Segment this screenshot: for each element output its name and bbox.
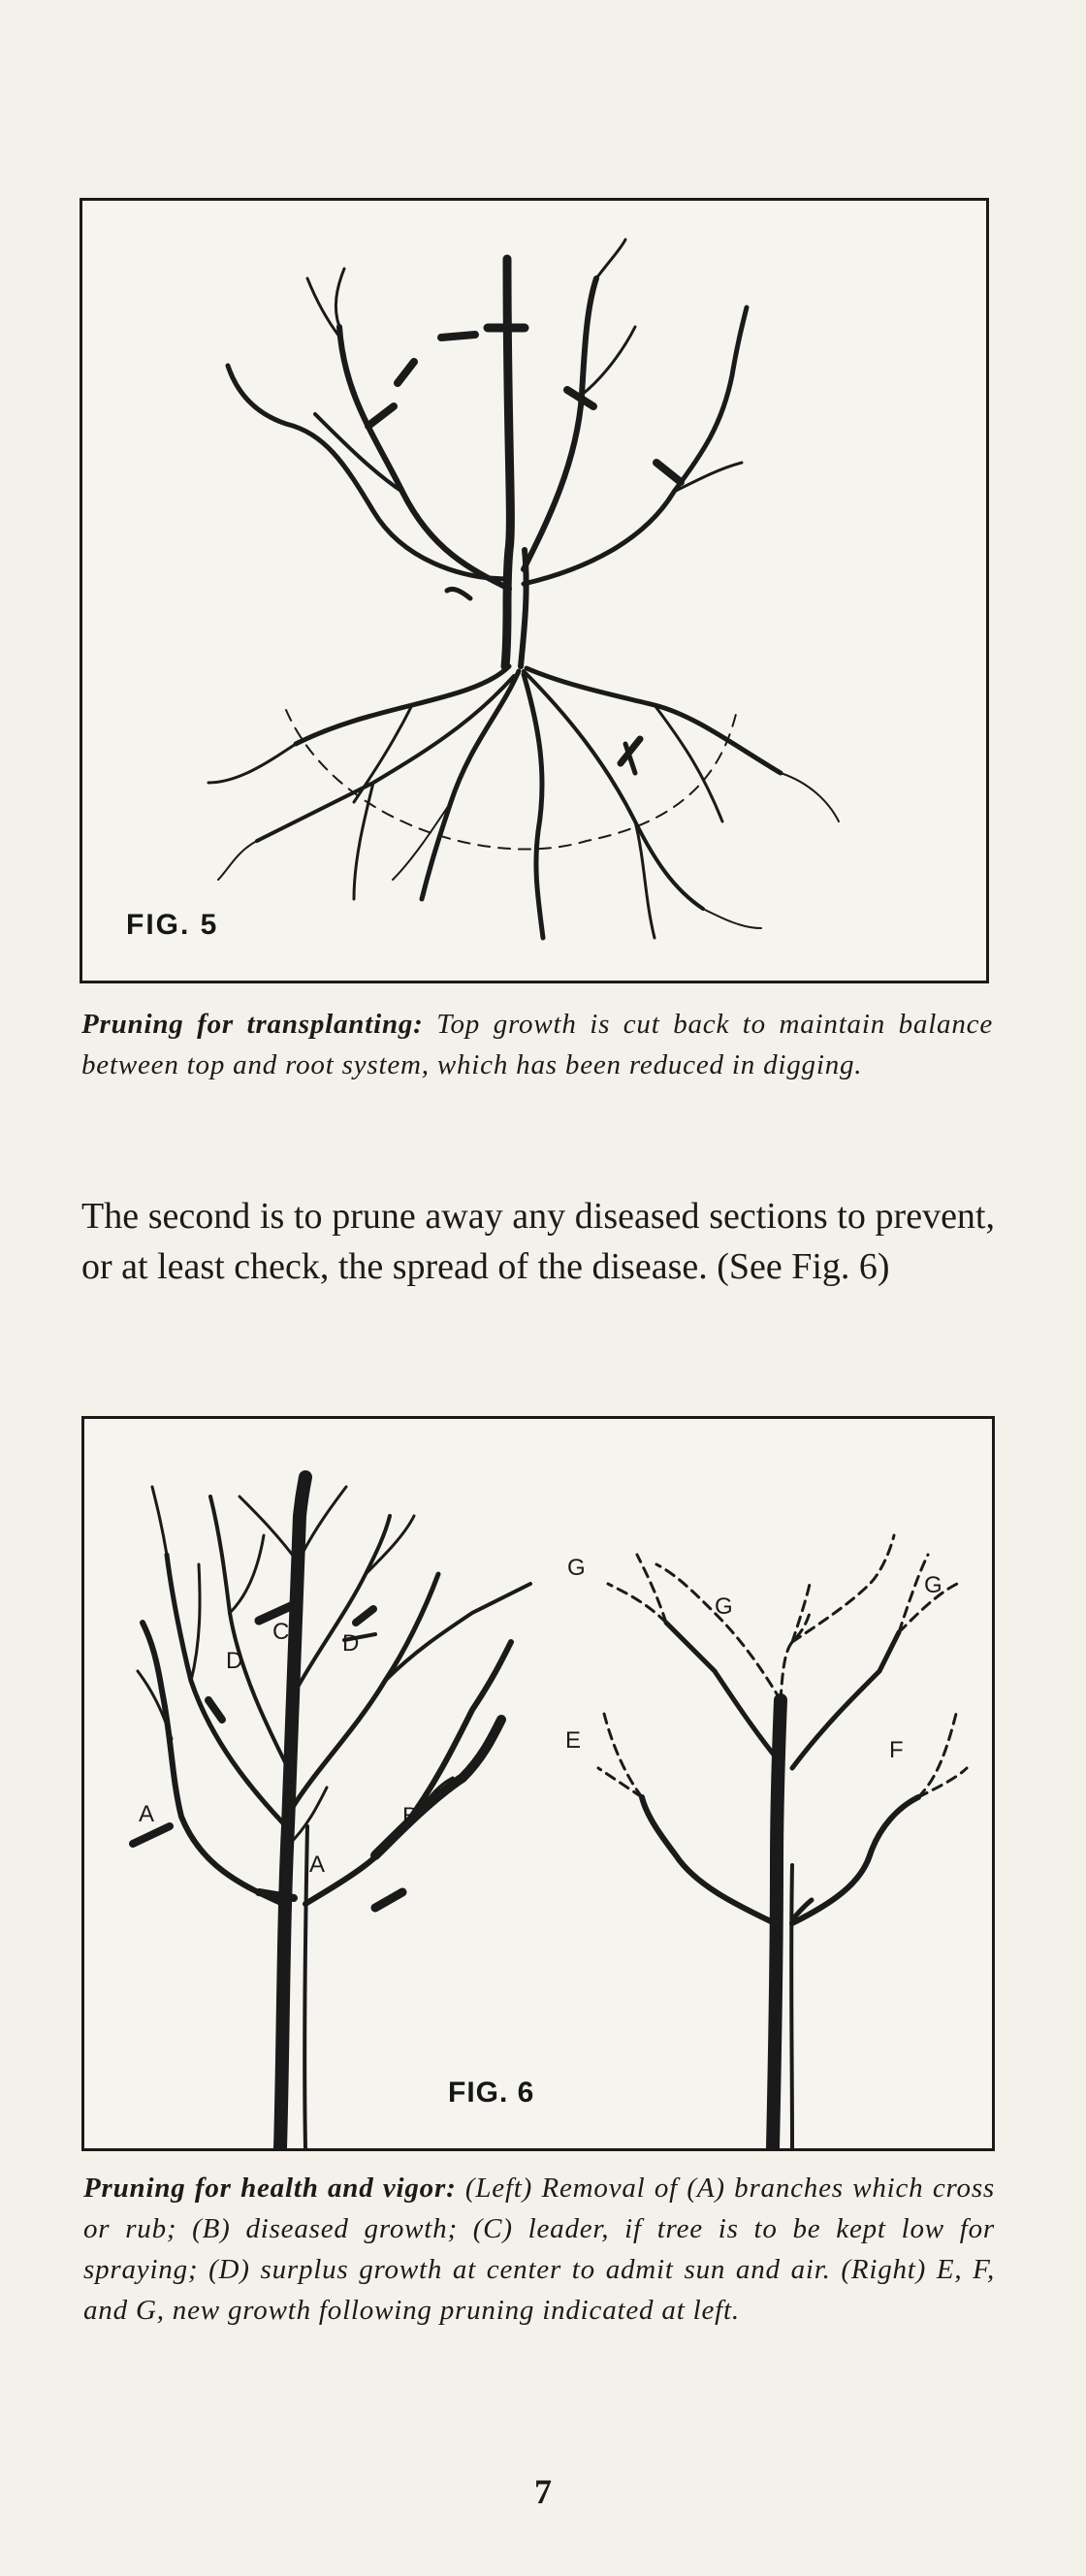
fig6-tree-illustration bbox=[84, 1419, 992, 2148]
fig6-letter-g-right: G bbox=[924, 1572, 942, 1598]
figure-6-caption-text: (Left) Removal of (A) branches which cross or rub; (B) diseased growth; (C) leader, if tree is to be kept low for spraying; (D) surplus growth at center to admit sun and air. (Right) E, F, and G, new growth following pruning indicated at left. bbox=[83, 2173, 995, 2326]
figure-6-caption-lead: Pruning for health and vigor: bbox=[83, 2173, 457, 2204]
figure-5-caption bbox=[81, 1004, 993, 1085]
fig6-letter-d-right: D bbox=[342, 1630, 360, 1657]
figure-5-label: FIG. 5 bbox=[126, 909, 219, 941]
fig6-letter-e: E bbox=[565, 1727, 582, 1754]
fig6-letter-b: B bbox=[402, 1803, 419, 1829]
figure-5-caption-lead: Pruning for transplanting: bbox=[81, 1009, 424, 1040]
fig6-letter-f: F bbox=[889, 1737, 904, 1763]
fig6-letter-g-center: G bbox=[715, 1594, 733, 1620]
fig6-letter-d-left: D bbox=[226, 1648, 243, 1674]
figure-5 bbox=[80, 198, 989, 983]
fig5-tree-illustration bbox=[82, 201, 986, 981]
figure-6-caption bbox=[83, 2168, 995, 2331]
body-paragraph: The second is to prune away any diseased sections to prevent, or at least check, the spread of the disease. (See Fig. 6) bbox=[81, 1196, 995, 1287]
figure-6-label: FIG. 6 bbox=[448, 2077, 535, 2109]
fig6-letter-a-lower: A bbox=[309, 1852, 326, 1878]
fig6-letter-g-left: G bbox=[567, 1555, 586, 1581]
fig6-letter-c: C bbox=[272, 1619, 290, 1645]
figure-5-caption-text: Top growth is cut back to maintain balance between top and root system, which has been reduced in digging. bbox=[81, 1009, 994, 1080]
page-number: 7 bbox=[534, 2472, 552, 2511]
figure-6 bbox=[81, 1416, 995, 2151]
fig6-letter-a-upper: A bbox=[139, 1801, 155, 1827]
